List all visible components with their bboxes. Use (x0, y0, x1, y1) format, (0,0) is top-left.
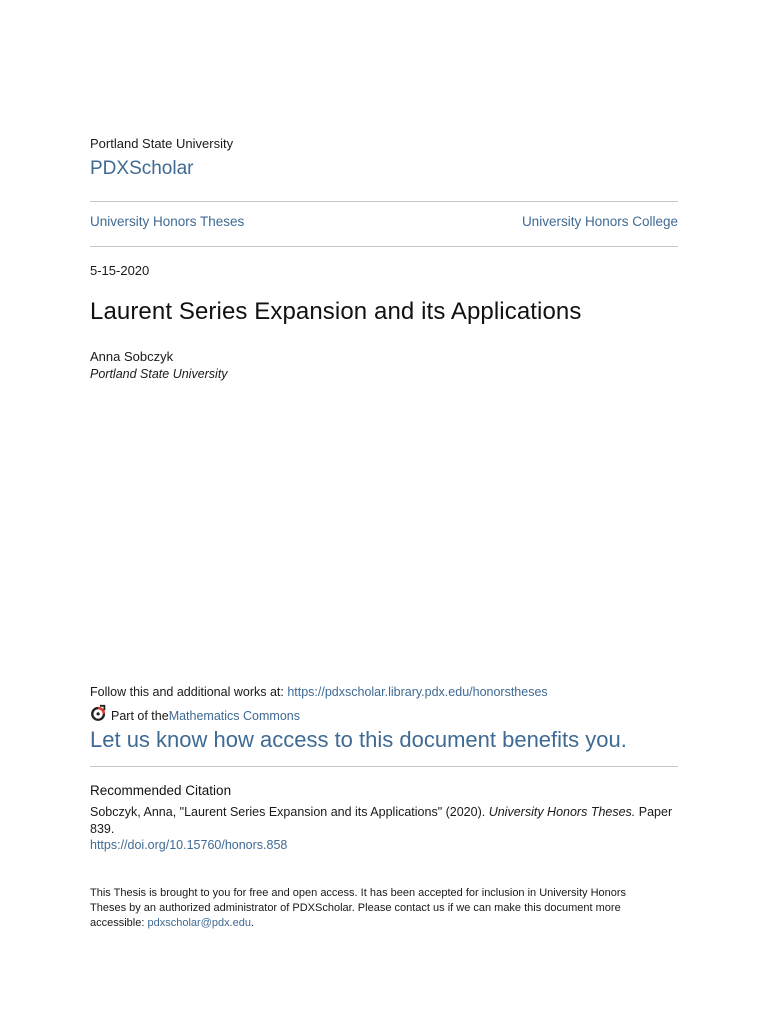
contact-email-link[interactable]: pdxscholar@pdx.edu (147, 917, 251, 929)
citation-prefix: Sobczyk, Anna, "Laurent Series Expansion and its Applications" (2020). (90, 805, 489, 819)
document-title: Laurent Series Expansion and its Applications (90, 298, 582, 325)
citation-suffix: Paper 839. (90, 805, 673, 836)
follow-prefix: Follow this and additional works at: (90, 685, 288, 699)
notice-text: This Thesis is brought to you for free and open access. It has been accepted for inclusion in University Honors Theses by an authorized administrator of PDXScholar. Please contact us if we can make this document more accessible: (90, 887, 627, 929)
author-name: Anna Sobczyk (90, 349, 174, 364)
citation-series: University Honors Theses. (488, 805, 636, 819)
honors-theses-url[interactable]: https://pdxscholar.library.pdx.edu/honorstheses (287, 685, 548, 699)
institution-name: Portland State University (90, 136, 234, 151)
divider-citation (90, 766, 678, 767)
feedback-link[interactable]: Let us know how access to this document benefits you. (90, 727, 627, 752)
honors-college-link[interactable]: University Honors College (521, 214, 678, 229)
citation-heading: Recommended Citation (90, 783, 232, 798)
honors-theses-link[interactable]: University Honors Theses (90, 214, 245, 229)
access-notice (90, 886, 650, 931)
doi-link[interactable]: https://doi.org/10.15760/honors.858 (90, 838, 288, 852)
cover-page (90, 0, 678, 1024)
mathematics-commons-link[interactable]: Mathematics Commons (168, 709, 300, 723)
repository-link[interactable]: PDXScholar (90, 158, 194, 179)
notice-end: . (251, 917, 255, 929)
part-of-line (90, 707, 300, 725)
author-affiliation: Portland State University (90, 367, 228, 381)
follow-line (90, 685, 548, 699)
part-of-prefix: Part of the (111, 709, 169, 723)
divider-top (90, 201, 678, 202)
digital-commons-icon (90, 704, 108, 722)
citation-text (90, 804, 678, 838)
publication-date: 5-15-2020 (90, 263, 150, 278)
divider-nav (90, 246, 678, 247)
